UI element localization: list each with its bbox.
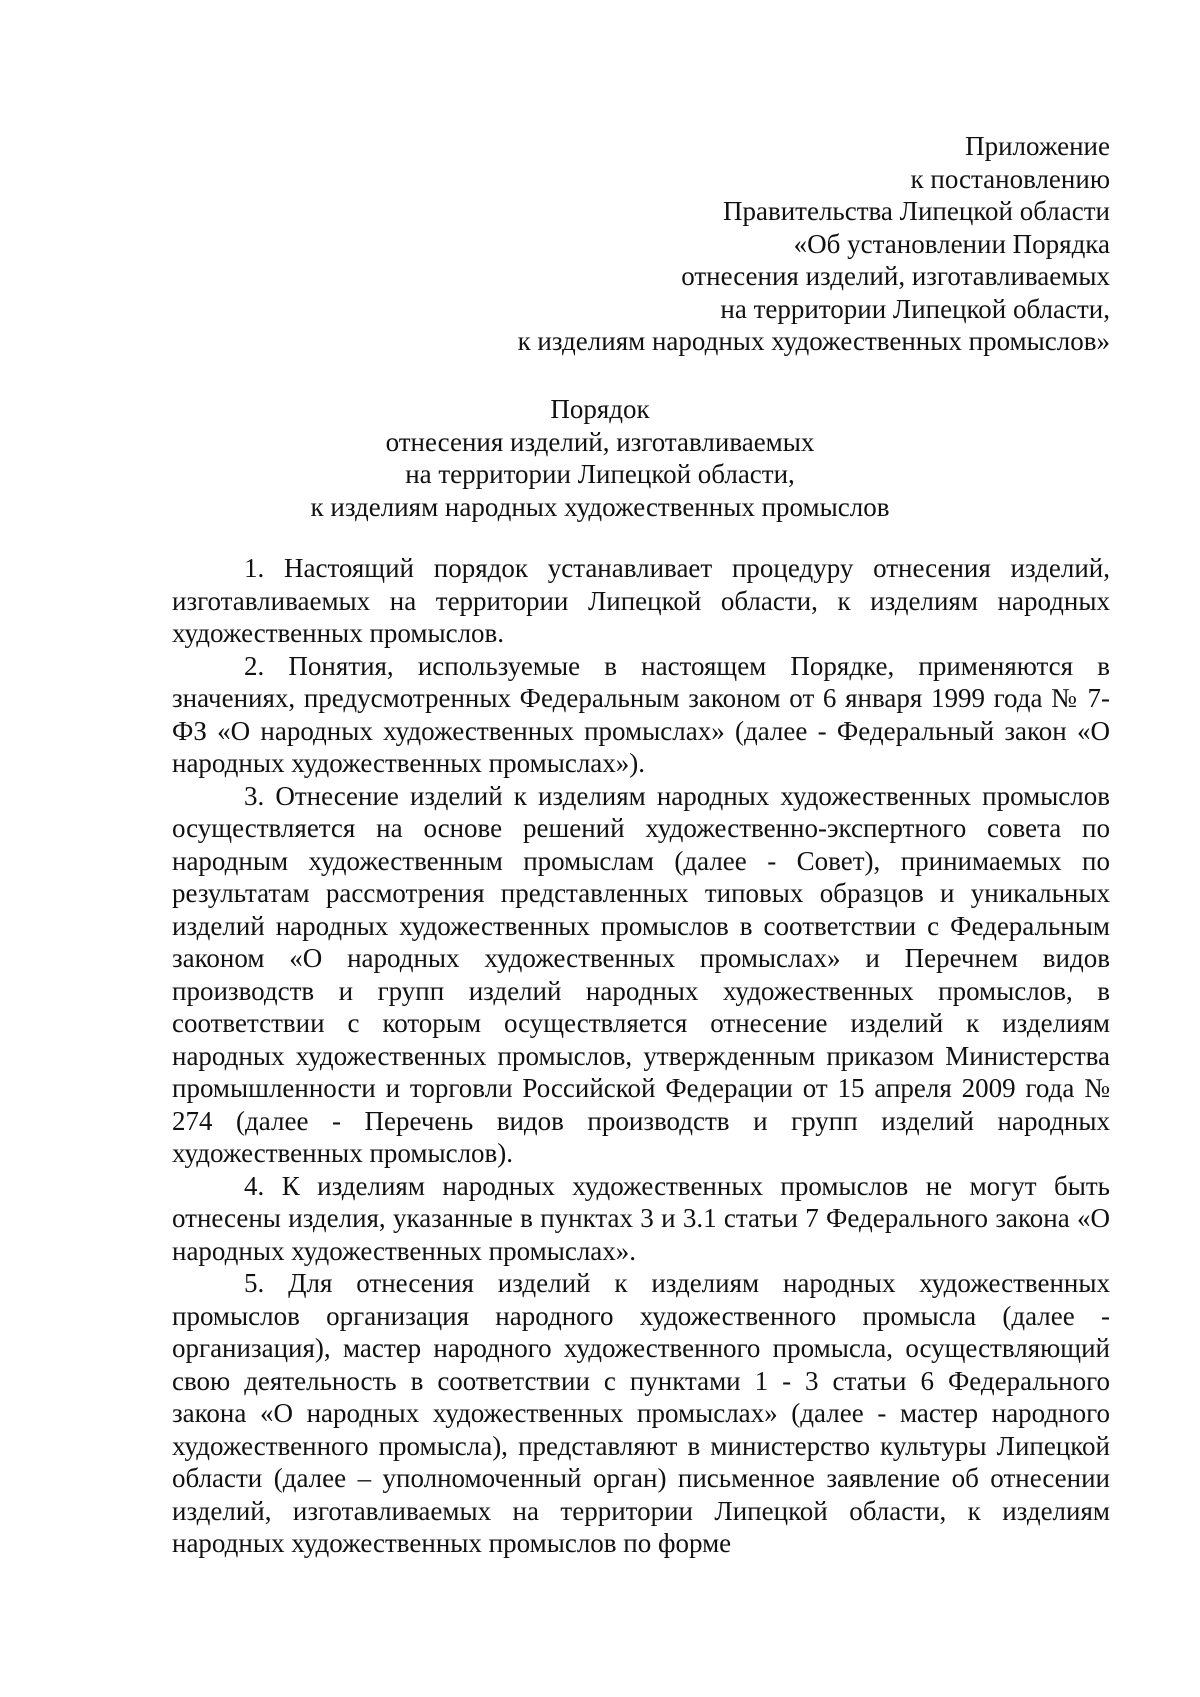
paragraph-5: 5. Для отнесения изделий к изделиям народных художественных промыслов организация народного художественного промысла (далее - организация), мастер народного художественного промысла, осуществляющий свою деятельность в соответствии с пунктами 1 - 3 статьи 6 Федерального закона «О народных художественных промыслах» (далее - мастер народного художественного промысла), представляют в министерство культуры Липецкой области (далее – уполномоченный орган) письменное заявление об отнесении изделий, изготавливаемых на территории Липецкой области, к изделиям народных художественных промыслов по форме: [172, 1268, 1110, 1558]
appendix-header: [390, 130, 1110, 358]
paragraph-4: 4. К изделиям народных художественных промыслов не могут быть отнесены изделия, указанные в пунктах 3 и 3.1 статьи 7 Федерального закона «О народных художественных промыслах».: [172, 1170, 1110, 1266]
title-line: к изделиям народных художественных промыслов: [310, 491, 890, 522]
title-line: отнесения изделий, изготавливаемых: [385, 426, 815, 457]
paragraph-1: 1. Настоящий порядок устанавливает процедуру отнесения изделий, изготавливаемых на территории Липецкой области, к изделиям народных художественных промыслов.: [172, 553, 1110, 648]
document-body: [172, 552, 1110, 1560]
title-line: Порядок: [550, 394, 650, 424]
title-line: на территории Липецкой области,: [405, 459, 795, 489]
header-line: на территории Липецкой области,: [720, 293, 1110, 324]
header-line: к постановлению: [910, 163, 1110, 194]
header-line: Приложение: [965, 131, 1110, 161]
paragraph-3: 3. Отнесение изделий к изделиям народных художественных промыслов осуществляется на основе решений художественно-экспертного совета по народным художественным промыслам (далее - Совет), принимаемых по результатам рассмотрения представленных типовых образцов и уникальных изделий народных художественных промыслов в соответствии с Федеральным законом «О народных художественных промыслах» и Перечнем видов производств и групп изделий народных художественных промыслов, в соответствии с которым осуществляется отнесение изделий к изделиям народных художественных промыслов, утвержденным приказом Министерства промышленности и торговли Российской Федерации от 15 апреля 2009 года № 274 (далее - Перечень видов производств и групп изделий народных художественных промыслов).: [172, 780, 1110, 1168]
header-line: к изделиям народных художественных промыслов»: [517, 326, 1110, 356]
header-line: отнесения изделий, изготавливаемых: [681, 261, 1110, 291]
header-line: Правительства Липецкой области: [722, 196, 1110, 226]
paragraph-2: 2. Понятия, используемые в настоящем Порядке, применяются в значениях, предусмотренных Федеральным законом от 6 января 1999 года № 7-ФЗ «О народных художественных промыслах» (далее - Федеральный закон «О народных художественных промыслах»).: [172, 650, 1110, 778]
document-title: [170, 393, 1030, 523]
header-line: «Об установлении Порядка: [793, 228, 1110, 259]
